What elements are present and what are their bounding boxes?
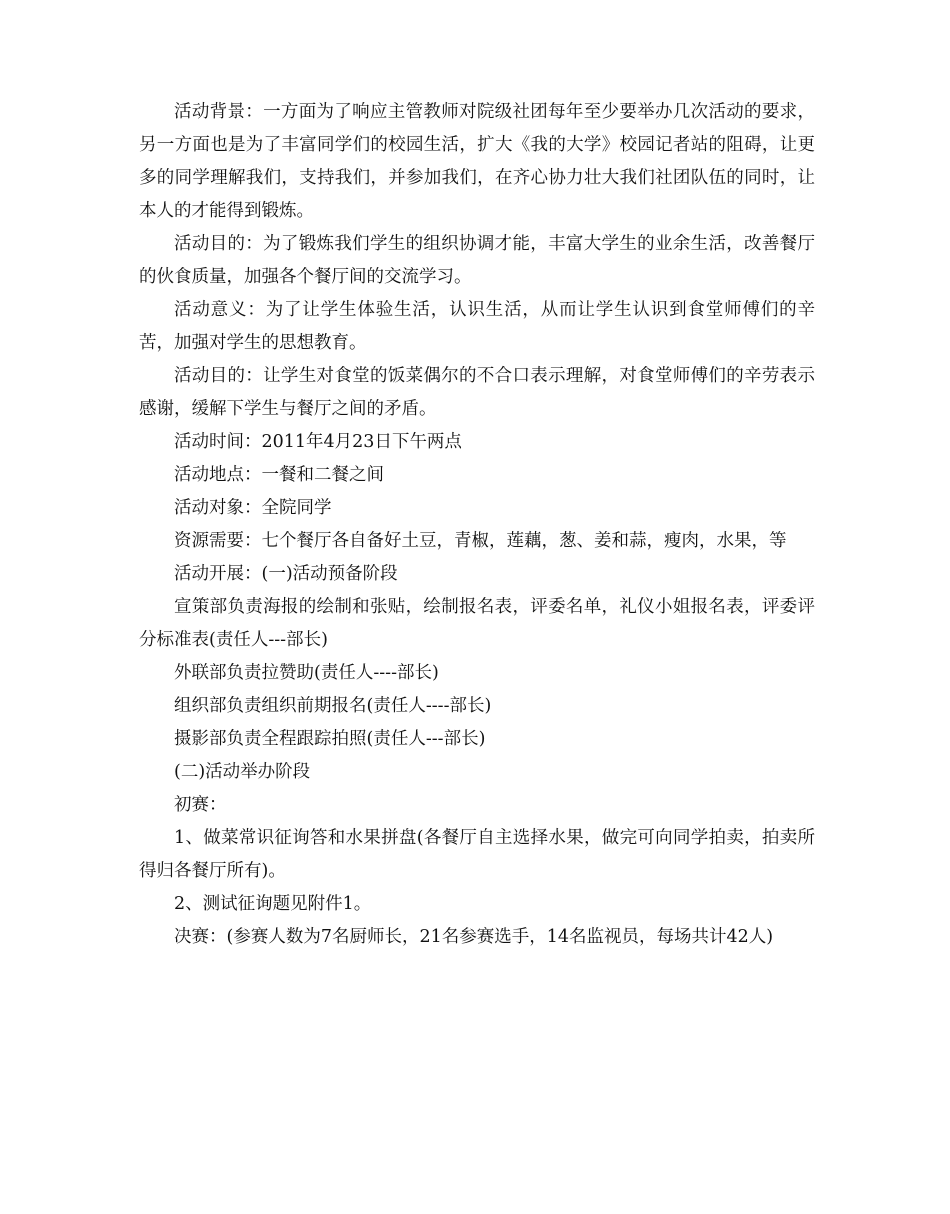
paragraph-activity-background: 活动背景：一方面为了响应主管教师对院级社团每年至少要举办几次活动的要求，另一方面也是为了丰富同学们的校园生活，扩大《我的大学》校园记者站的阻碍，让更多的同学理解我们，支持我们，并参加我们，在齐心协力壮大我们社团队伍的同时，让本人的才能得到锻炼。 (139, 102, 815, 221)
paragraph-publicity-dept: 宣策部负责海报的绘制和张贴，绘制报名表，评委名单，礼仪小姐报名表，评委评分标准表(责任人---部长) (139, 597, 815, 650)
paragraph-activity-audience: 活动对象：全院同学 (174, 498, 332, 518)
paragraph-activity-time: 活动时间：2011年4月23日下午两点 (174, 432, 462, 452)
paragraph-outreach-dept: 外联部负责拉赞助(责任人----部长) (174, 663, 439, 683)
paragraph-photography-dept: 摄影部负责全程跟踪拍照(责任人---部长) (174, 729, 486, 749)
paragraph-preliminary-item-1: 1、做菜常识征询答和水果拼盘(各餐厅自主选择水果，做完可向同学拍卖，拍卖所得归各餐厅所有)。 (139, 828, 815, 881)
paragraph-activity-location: 活动地点：一餐和二餐之间 (174, 465, 384, 485)
paragraph-organization-dept: 组织部负责组织前期报名(责任人----部长) (174, 696, 492, 716)
paragraph-preliminary-item-2: 2、测试征询题见附件1。 (174, 894, 372, 914)
paragraph-final-round: 决赛：(参赛人数为7名厨师长，21名参赛选手，14名监视员，每场共计42人) (174, 927, 774, 947)
paragraph-activity-significance: 活动意义：为了让学生体验生活，认识生活，从而让学生认识到食堂师傅们的辛苦，加强对学生的思想教育。 (139, 300, 815, 353)
document-body (139, 96, 815, 954)
paragraph-activity-development: 活动开展：(一)活动预备阶段 (174, 564, 398, 584)
paragraph-resource-needs: 资源需要：七个餐厅各自备好土豆，青椒，莲藕，葱、姜和蒜，瘦肉，水果，等 (174, 531, 787, 551)
paragraph-activity-purpose-2: 活动目的：让学生对食堂的饭菜偶尔的不合口表示理解，对食堂师傅们的辛劳表示感谢，缓解下学生与餐厅之间的矛盾。 (139, 366, 815, 419)
paragraph-activity-purpose: 活动目的：为了锻炼我们学生的组织协调才能，丰富大学生的业余生活，改善餐厅的伙食质量，加强各个餐厅间的交流学习。 (139, 234, 815, 287)
paragraph-preliminary-heading: 初赛： (174, 795, 227, 815)
paragraph-stage-two-heading: (二)活动举办阶段 (174, 762, 311, 782)
